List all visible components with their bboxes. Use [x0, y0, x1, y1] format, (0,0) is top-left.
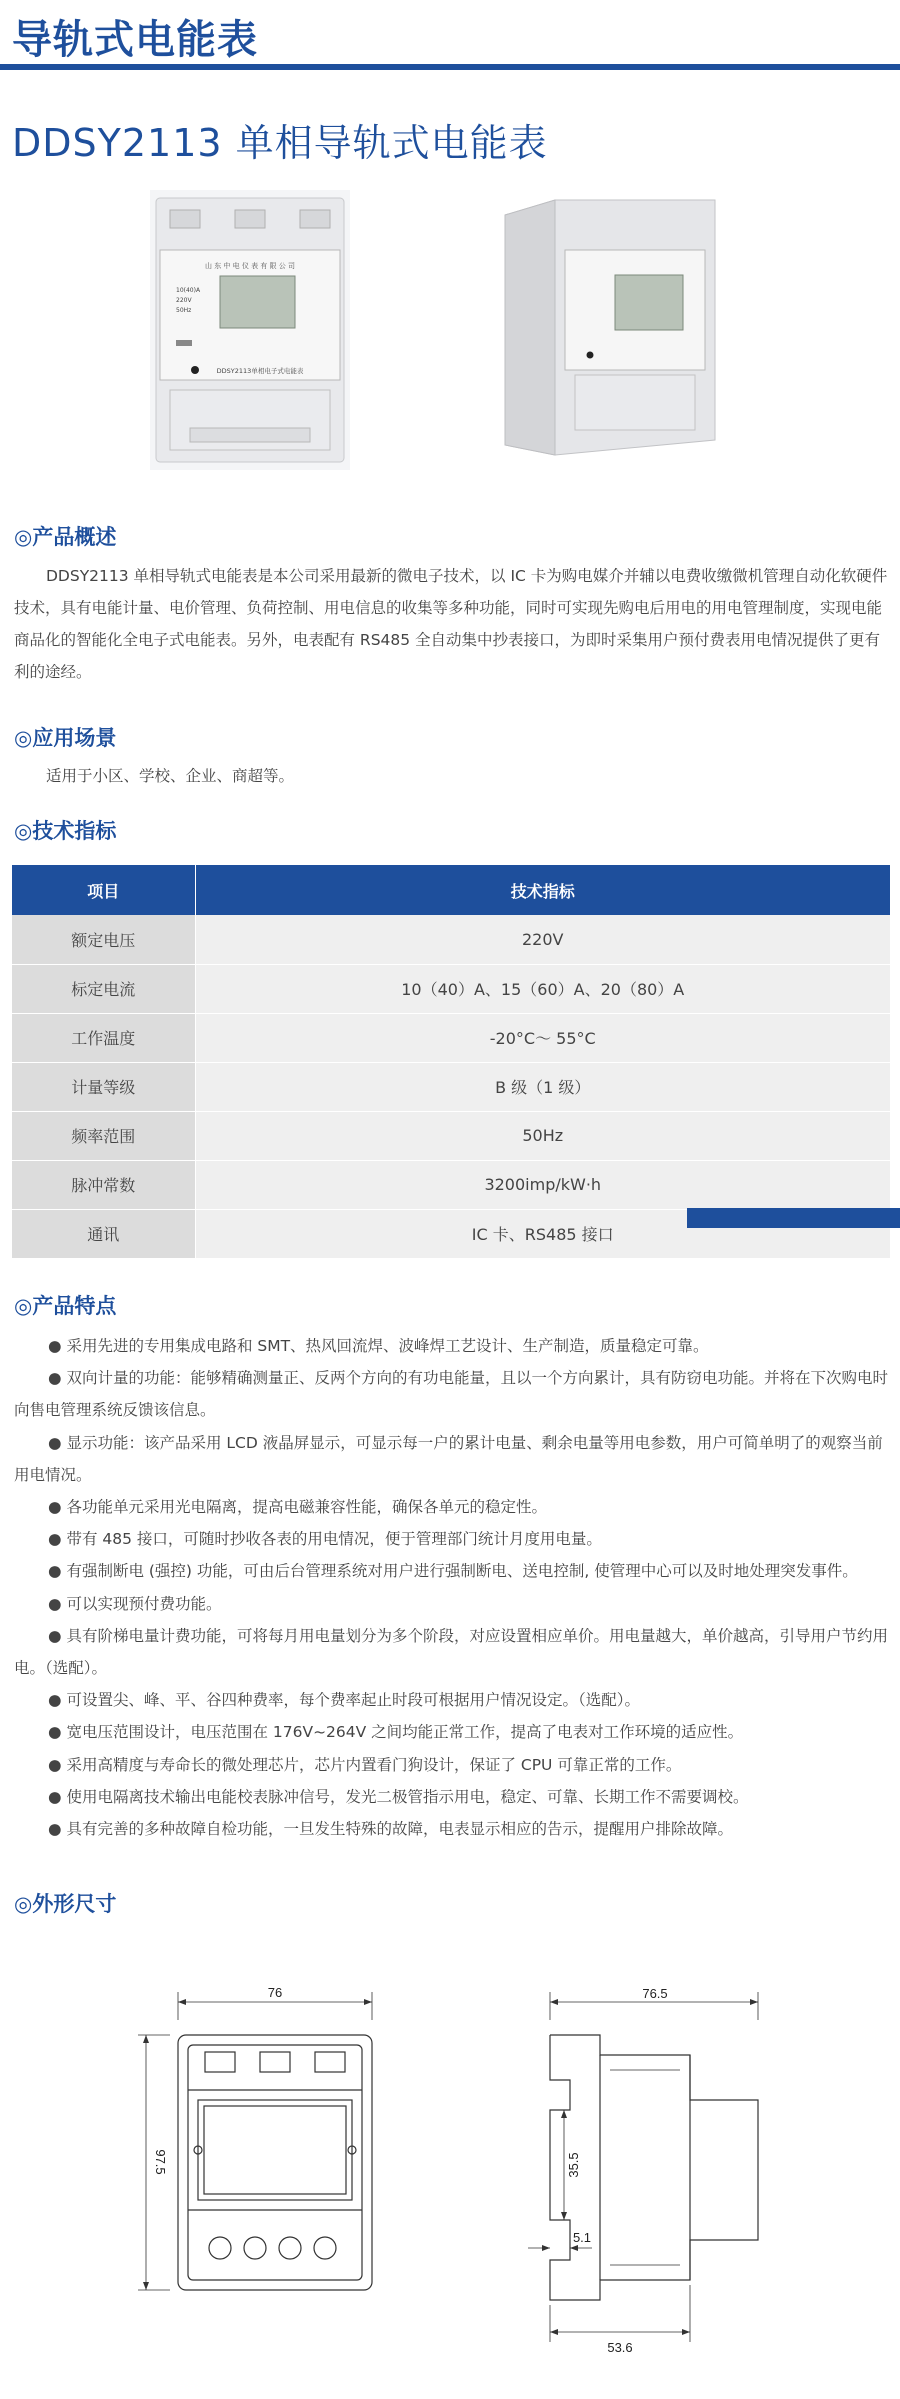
table-row	[12, 1062, 890, 1111]
list-item: ● 显示功能：该产品采用 LCD 液晶屏显示，可显示每一户的累计电量、剩余电量等用电参数，用户可简单明了的观察当前用电情况。	[14, 1433, 883, 1484]
decorative-bar	[687, 1208, 900, 1228]
spec-value: 50Hz	[195, 1111, 890, 1160]
spec-value: 220V	[195, 915, 890, 964]
title-underline	[0, 64, 900, 70]
list-item: ● 有强制断电 (强控) 功能，可由后台管理系统对用户进行强制断电、送电控制, 使管理中心可以及时地处理突发事件。	[48, 1562, 858, 1581]
photo-maker-label: 山 东 中 电 仪 表 有 限 公 司	[204, 262, 296, 270]
spec-item: 脉冲常数	[12, 1160, 195, 1209]
list-item: ● 宽电压范围设计，电压范围在 176V~264V 之间均能正常工作，提高了电表对工作环境的适应性。	[48, 1723, 744, 1742]
product-photo-front	[150, 190, 350, 470]
table-row	[12, 915, 890, 964]
table-row	[12, 964, 890, 1013]
spec-item: 频率范围	[12, 1111, 195, 1160]
table-row	[12, 1160, 890, 1209]
spec-table	[12, 865, 890, 1259]
list-item: ● 具有阶梯电量计费功能，可将每月用电量划分为多个阶段，对应设置相应单价。用电量越大，单价越高，引导用户节约用电。（选配）。	[14, 1626, 888, 1678]
list-item: ● 双向计量的功能：能够精确测量正、反两个方向的有功电能量，且以一个方向累计，具有防窃电功能。并将在下次购电时向售电管理系统反馈该信息。	[14, 1369, 888, 1420]
spec-item: 标定电流	[12, 964, 195, 1013]
svg-text:220V: 220V	[176, 297, 192, 304]
features-list	[14, 1330, 890, 1845]
svg-text:10(40)A: 10(40)A	[176, 287, 201, 294]
application-text: 适用于小区、学校、企业、商超等。	[46, 767, 295, 785]
page-title: 导轨式电能表	[12, 17, 258, 63]
table-row	[12, 1111, 890, 1160]
spec-value: 10（40）A、15（60）A、20（80）A	[195, 964, 890, 1013]
product-title: DDSY2113 单相导轨式电能表	[12, 121, 548, 165]
side-mid-label: 35.5	[566, 2152, 581, 2178]
list-item: ● 可以实现预付费功能。	[48, 1594, 222, 1613]
list-item: ● 各功能单元采用光电隔离，提高电磁兼容性能，确保各单元的稳定性。	[48, 1498, 547, 1517]
specs-heading: ◎技术指标	[14, 819, 117, 843]
product-photo-side	[495, 195, 720, 460]
overview-heading: ◎产品概述	[14, 525, 117, 549]
list-item: ● 使用电隔离技术输出电能校表脉冲信号，发光二极管指示用电，稳定、可靠、长期工作不需要调校。	[48, 1787, 749, 1806]
side-width-label: 76.5	[642, 1986, 668, 2001]
spec-item: 计量等级	[12, 1062, 195, 1111]
front-height-label: 97.5	[153, 2149, 168, 2175]
application-heading: ◎应用场景	[14, 726, 117, 750]
spec-value: IC 卡、RS485 接口	[195, 1209, 890, 1258]
side-bottom-label: 53.6	[607, 2340, 633, 2355]
side-step-label: 5.1	[572, 2230, 592, 2245]
front-width-label: 76	[267, 1985, 283, 2000]
list-item: ● 采用先进的专用集成电路和 SMT、热风回流焊、波峰焊工艺设计、生产制造，质量稳定可靠。	[48, 1337, 709, 1355]
spec-value: 3200imp/kW·h	[195, 1160, 890, 1209]
front-view-drawing	[130, 1980, 430, 2340]
table-row	[12, 1013, 890, 1062]
spec-header-item: 项目	[12, 865, 195, 915]
list-item: ● 具有完善的多种故障自检功能，一旦发生特殊的故障，电表显示相应的告示，提醒用户排除故障。	[48, 1820, 733, 1839]
photo-model-label: DDSY2113单相电子式电能表	[216, 367, 304, 375]
dimensions-heading: ◎外形尺寸	[14, 1892, 117, 1916]
spec-item: 额定电压	[12, 915, 195, 964]
features-heading: ◎产品特点	[14, 1294, 117, 1318]
spec-header-value: 技术指标	[195, 865, 890, 915]
spec-value: -20°C～ 55°C	[195, 1013, 890, 1062]
spec-value: B 级（1 级）	[195, 1062, 890, 1111]
list-item: ● 可设置尖、峰、平、谷四种费率，每个费率起止时段可根据用户情况设定。（选配）。	[48, 1691, 640, 1710]
list-item: ● 带有 485 接口，可随时抄收各表的用电情况，便于管理部门统计月度用电量。	[48, 1530, 602, 1549]
overview-text: DDSY2113 单相导轨式电能表是本公司采用最新的微电子技术，以 IC 卡为购电媒介并辅以电费收缴微机管理自动化软硬件技术，具有电能计量、电价管理、负荷控制、用电信息的收集等多种功能，同时可实现先购电后用电的用电管理制度，实现电能商品化的智能化全电子式电能表。另外，电表配有 RS485 全自动集中抄表接口，为即时采集用户预付费表用电情况提供了更有利的途经。	[14, 567, 888, 681]
list-item: ● 采用高精度与寿命长的微处理芯片，芯片内置看门狗设计，保证了 CPU 可靠正常的工作。	[48, 1755, 682, 1774]
spec-item: 工作温度	[12, 1013, 195, 1062]
svg-text:50Hz: 50Hz	[176, 307, 192, 314]
side-view-drawing	[520, 1980, 790, 2380]
spec-item: 通讯	[12, 1209, 195, 1258]
